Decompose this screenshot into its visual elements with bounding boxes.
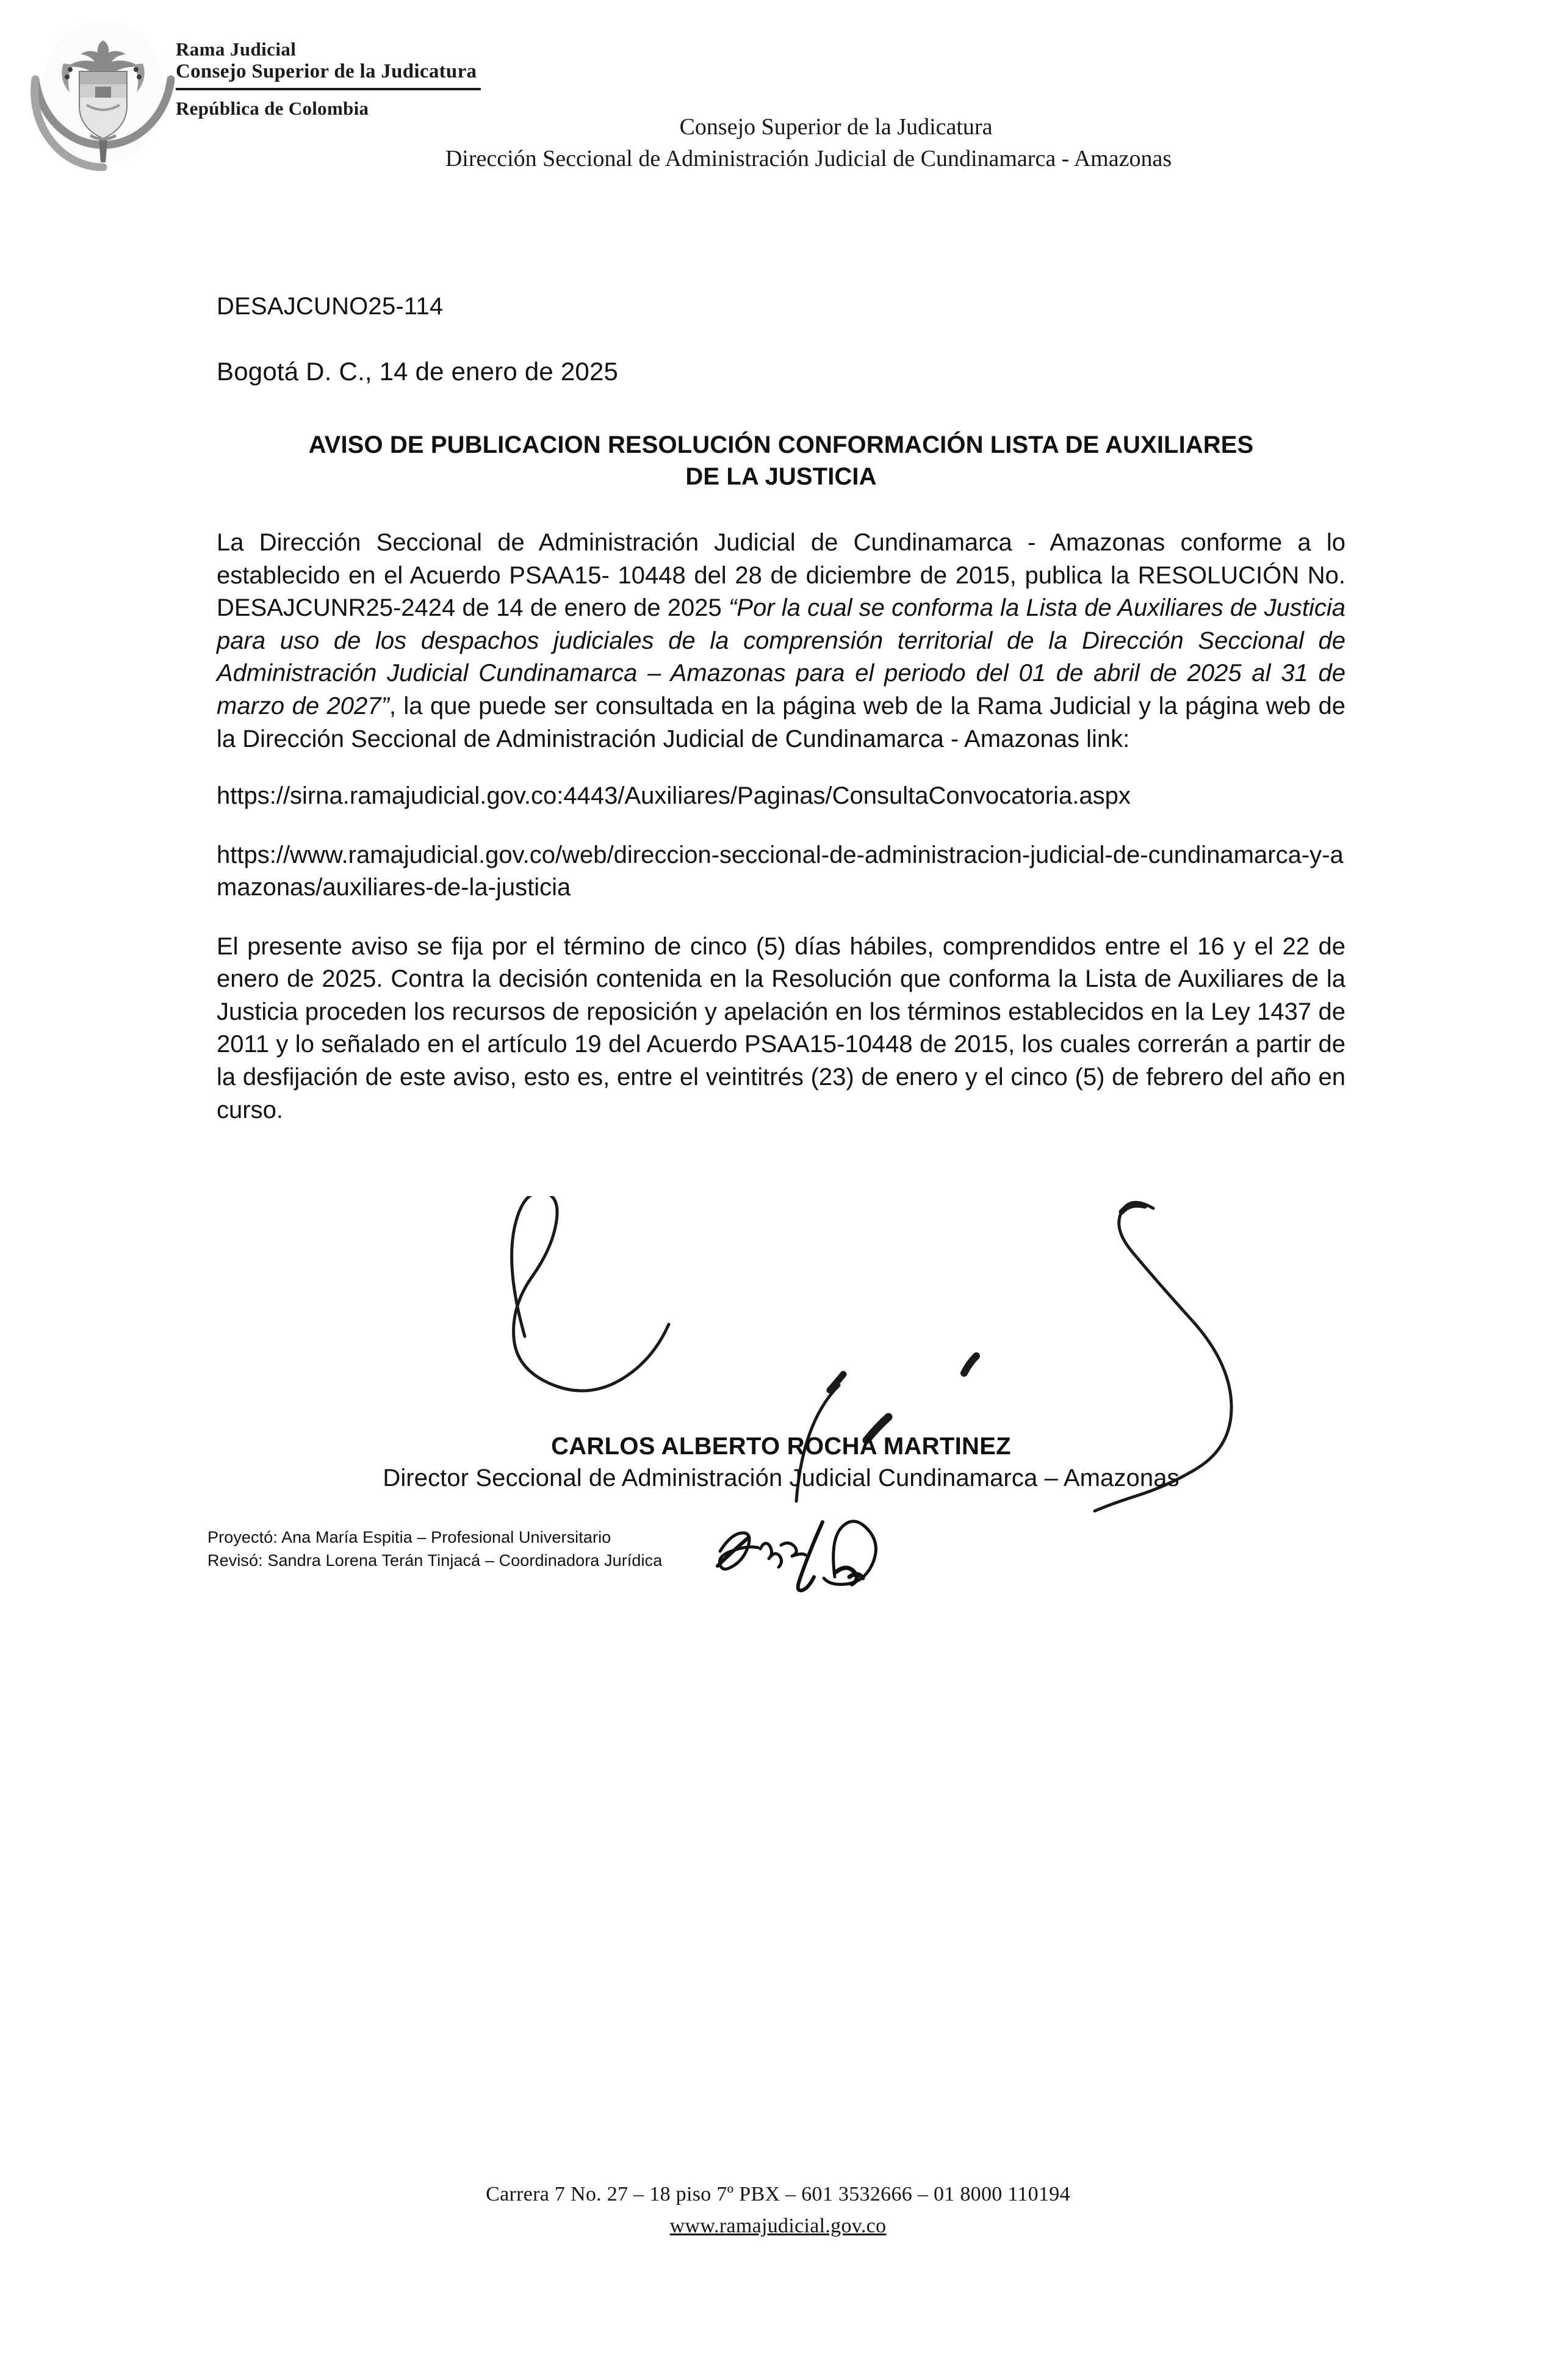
page-title — [241, 429, 1321, 492]
paragraph-1-quoted-resolution-title: “Por la cual se conforma la Lista de Auxiliares de Justicia para uso de los despachos judiciales de la comprensión territorial de la Dirección Seccional de Administración Judicial Cundinamarca – Amazonas para el periodo del 01 de abril de 2025 al 31 de marzo de 2027” — [217, 594, 1345, 719]
masthead-line-rama-judicial: Rama Judicial — [176, 38, 297, 60]
page-title-line-2: DE LA JUSTICIA — [685, 463, 877, 490]
page-title-line-1: AVISO DE PUBLICACION RESOLUCIÓN CONFORMACIÓN LISTA DE AUXILIARES — [308, 431, 1254, 458]
organization-line-1: Consejo Superior de la Judicatura — [679, 114, 993, 140]
signer-identity — [217, 1431, 1345, 1494]
footer-address: Carrera 7 No. 27 – 18 piso 7º PBX – 601 3532666 – 01 8000 110194 — [486, 2183, 1070, 2205]
place-and-date: Bogotá D. C., 14 de enero de 2025 — [217, 357, 619, 386]
letterhead — [0, 0, 1556, 207]
paragraph-fixation-terms: El presente aviso se fija por el término de cinco (5) días hábiles, comprendidos entre el 16 y el 22 de enero de 2025. Contra la decisión contenida en la Resolución que conforma la Lista de Auxiliares de la Justicia proceden los recursos de reposición y apelación en los términos establecidos en la Ley 1437 de 2011 y lo señalado en el artículo 19 del Acuerdo PSAA15-10448 de 2015, los cuales correrán a partir de la desfijación de este aviso, esto es, entre el veintitrés (23) de enero y el cinco (5) de febrero del año en curso. — [217, 932, 1345, 1123]
paragraph-publication-notice — [217, 527, 1345, 755]
organization-line-2: Dirección Seccional de Administración Judicial de Cundinamarca - Amazonas — [445, 145, 1172, 171]
prepared-by-line: Proyectó: Ana María Espitia – Profesional Universitario — [207, 1528, 611, 1546]
colombia-coat-of-arms-emblem — [23, 13, 183, 171]
paragraph-1-tail: , la que puede ser consultada en la página web de la Rama Judicial y la página web de la Dirección Seccional de Administración Judicial de Cundinamarca - Amazonas link: — [217, 692, 1346, 752]
masthead-divider — [176, 88, 481, 90]
paragraph-1-lead: La Dirección Seccional de Administración Judicial de Cundinamarca - Amazonas conforme a lo establecido en el Acuerdo PSAA15- 10448 del 28 de diciembre de 2015, publica la RESOLUCIÓN No. DESAJCUNR25-2424 de 14 de enero de 2025 — [217, 529, 1345, 622]
masthead-line-consejo-superior: Consejo Superior de la Judicatura — [176, 60, 477, 82]
masthead-text — [176, 39, 603, 120]
link-ramajudicial-auxiliares[interactable]: https://www.ramajudicial.gov.co/web/direccion-seccional-de-administracion-judicial-de-cundinamarca-y-amazonas/auxiliares-de-la-justicia — [217, 841, 1344, 901]
reviewed-by-line: Revisó: Sandra Lorena Terán Tinjacá – Coordinadora Jurídica — [207, 1551, 663, 1570]
page-footer — [0, 2179, 1556, 2238]
reference-number: DESAJCUNO25-114 — [217, 293, 444, 320]
document-body — [217, 293, 1345, 1151]
organization-heading — [317, 113, 1355, 173]
masthead-line-republica: República de Colombia — [176, 97, 369, 119]
signer-role: Director Seccional de Administración Judicial Cundinamarca – Amazonas — [383, 1465, 1180, 1492]
footer-website-link[interactable]: www.ramajudicial.gov.co — [669, 2215, 887, 2237]
link-sirna-consulta-convocatoria[interactable]: https://sirna.ramajudicial.gov.co:4443/Auxiliares/Paginas/ConsultaConvocatoria.aspx — [217, 782, 1131, 810]
signer-name: CARLOS ALBERTO ROCHA MARTINEZ — [551, 1433, 1011, 1460]
prepared-and-reviewed-by — [207, 1526, 1062, 1573]
